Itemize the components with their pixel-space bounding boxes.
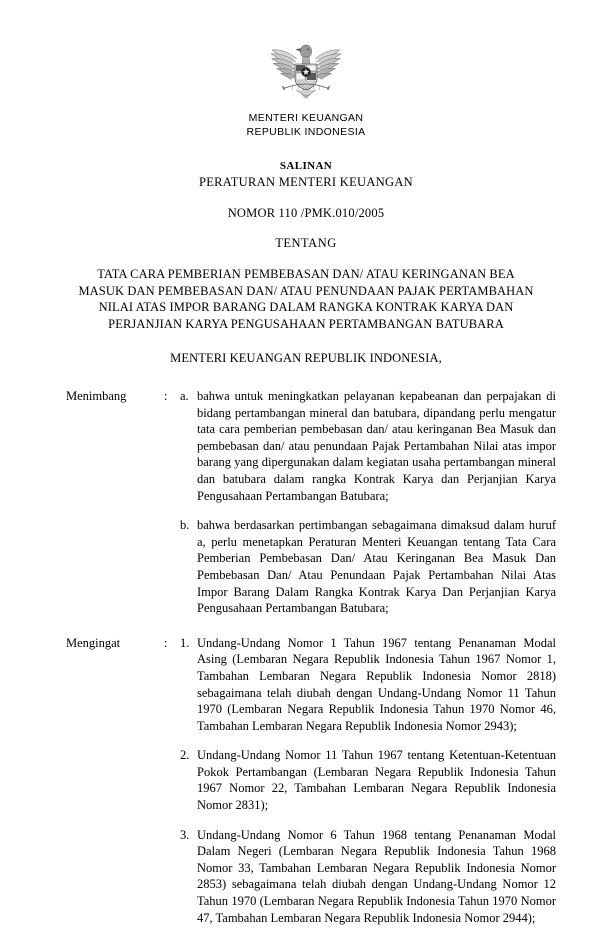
subject-line: NILAI ATAS IMPOR BARANG DALAM RANGKA KONTRAK KARYA DAN bbox=[98, 300, 514, 314]
list-item bbox=[180, 388, 556, 504]
list-item-marker: 2. bbox=[180, 748, 190, 763]
list-item-text: bahwa berdasarkan pertimbangan sebagaimana dimaksud dalam huruf a, perlu menetapkan Peraturan Menteri Keuangan tentang Tata Cara Pemberian Pembebasan Dan/ Atau Keringanan Bea Masuk Dan Pembebasan Dan/ Atau Penundaan Pajak Pertambahan Nilai Atas Impor Barang Dalam Rangka Kontrak Karya Dan Perjanjian Karya Pengusahaan Pertambangan Batubara; bbox=[197, 518, 556, 616]
clause-body bbox=[180, 388, 556, 617]
clause-colon: : bbox=[164, 635, 168, 650]
about-label: TENTANG bbox=[275, 236, 337, 250]
list-item-text: bahwa untuk meningkatkan pelayanan kepabeanan dan perpajakan di bidang pertambangan mineral dan batubara, dipandang perlu mengatur tata cara pemberian pembebasan dan/ atau keringanan Bea Masuk dan pembebasan dan/ atau penundaan Pajak Pertambahan Nilai atas impor barang yang dipergunakan dalam kegiatan usaha pertambangan mineral dan batubara dalam rangka Kontrak Karya dan Perjanjian Karya Pengusahaan Pertambangan Batubara; bbox=[197, 389, 556, 503]
ministry-line-2: REPUBLIK INDONESIA bbox=[246, 125, 366, 138]
clause-label: Mengingat bbox=[66, 635, 121, 650]
emblem-container bbox=[0, 0, 612, 105]
garuda-pancasila-emblem bbox=[267, 42, 345, 100]
subject-line: TATA CARA PEMBERIAN PEMBEBASAN DAN/ ATAU KERINGANAN BEA bbox=[97, 267, 515, 281]
clause-menimbang bbox=[66, 388, 556, 617]
list-item-text: Undang-Undang Nomor 11 Tahun 1967 tentang Ketentuan-Ketentuan Pokok Pertambangan (Lembaran Negara Republik Indonesia Tahun 1967 Nomor 22, Tambahan Lembaran Negara Republik Indonesia Nomor 2831); bbox=[197, 748, 556, 813]
list-item-text: Undang-Undang Nomor 1 Tahun 1967 tentang Penanaman Modal Asing (Lembaran Negara Republik Indonesia Tahun 1967 Nomor 1, Tambahan Lembaran Negara Republik Indonesia Nomor 2818) sebagaimana telah diubah dengan Undang-Undang Nomor 11 Tahun 1970 (Lembaran Negara Republik Indonesia Tahun 1970 Nomor 46, Tambahan Lembaran Negara Republik Indonesia Nomor 2943); bbox=[197, 635, 556, 733]
list-item-marker: a. bbox=[180, 389, 189, 403]
salinan-label: SALINAN bbox=[279, 160, 333, 172]
clauses-section bbox=[0, 388, 612, 926]
subject-line: PERJANJIAN KARYA PENGUSAHAAN PERTAMBANGAN BATUBARA bbox=[108, 316, 504, 331]
regulation-number: NOMOR 110 /PMK.010/2005 bbox=[227, 206, 385, 220]
list-item bbox=[180, 747, 556, 813]
list-item bbox=[180, 517, 556, 617]
clause-colon: : bbox=[164, 389, 168, 403]
regulation-type: PERATURAN MENTERI KEUANGAN bbox=[198, 175, 414, 189]
list-item bbox=[180, 827, 556, 927]
clause-mengingat bbox=[66, 635, 556, 927]
list-item-marker: b. bbox=[180, 518, 190, 533]
list-item-marker: 1. bbox=[180, 635, 190, 650]
clause-label: Menimbang bbox=[66, 389, 127, 403]
ministry-line-1: MENTERI KEUANGAN bbox=[248, 112, 364, 124]
subject-line: MASUK DAN PEMBEBASAN DAN/ ATAU PENUNDAAN PAJAK PERTAMBAHAN bbox=[78, 283, 534, 298]
issuing-authority: MENTERI KEUANGAN REPUBLIK INDONESIA, bbox=[170, 351, 442, 365]
regulation-subject bbox=[0, 266, 612, 332]
list-item-marker: 3. bbox=[180, 827, 190, 842]
list-item bbox=[180, 635, 556, 735]
ministry-heading bbox=[0, 112, 612, 139]
clause-body bbox=[180, 635, 556, 927]
title-block bbox=[0, 159, 612, 366]
list-item-text: Undang-Undang Nomor 6 Tahun 1968 tentang Penanaman Modal Dalam Negeri (Lembaran Negara Republik Indonesia Tahun 1968 Nomor 33, Tambahan Lembaran Negara Republik Indonesia Nomor 2853) sebagaimana telah diubah dengan Undang-Undang Nomor 12 Tahun 1970 (Lembaran Negara Republik Indonesia Tahun 1970 Nomor 47, Tambahan Lembaran Negara Republik Indonesia Nomor 2944); bbox=[197, 827, 556, 925]
